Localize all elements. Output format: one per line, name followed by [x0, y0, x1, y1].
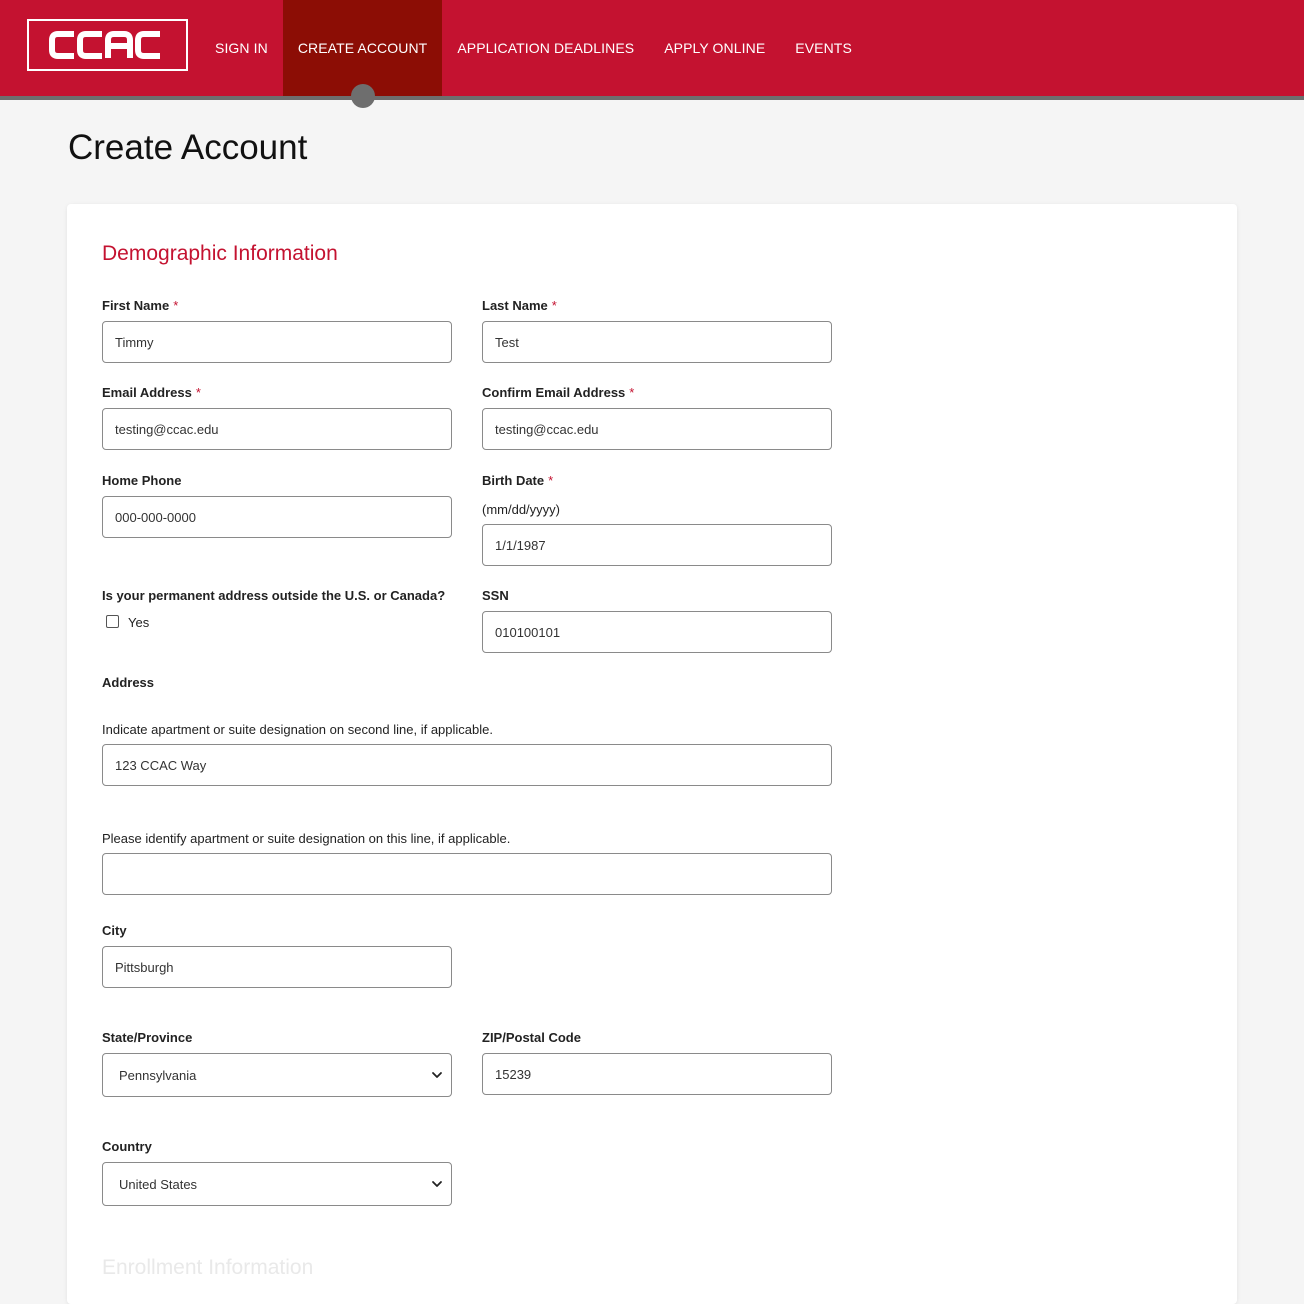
ccac-logo[interactable]: [27, 19, 188, 71]
nav-sign-in[interactable]: [200, 0, 283, 96]
outside-us-checkbox[interactable]: [106, 615, 119, 628]
required-asterisk: *: [173, 298, 179, 313]
first-name-input[interactable]: [102, 321, 452, 363]
outside-us-label: [102, 588, 445, 603]
zip-label: [482, 1030, 581, 1045]
nav-sign-in-label: SIGN IN: [215, 40, 268, 56]
required-asterisk: *: [629, 385, 635, 400]
email-label-text: Email Address: [102, 385, 192, 400]
country-selected-value: United States: [119, 1176, 198, 1192]
top-navigation-bar: [0, 0, 1304, 100]
confirm-email-input[interactable]: [482, 408, 832, 450]
country-label-text: Country: [102, 1139, 152, 1154]
page-title: Create Account: [68, 128, 308, 167]
ssn-input[interactable]: [482, 611, 832, 653]
city-label: [102, 923, 127, 938]
confirm-email-label-text: Confirm Email Address: [482, 385, 626, 400]
state-label-text: State/Province: [102, 1030, 193, 1045]
last-name-label: [482, 298, 557, 313]
first-name-label: [102, 298, 178, 313]
ssn-label: [482, 588, 509, 603]
country-label: [102, 1139, 152, 1154]
city-label-text: City: [102, 923, 127, 938]
email-input[interactable]: [102, 408, 452, 450]
address-line2-hint: Please identify apartment or suite designation on this line, if applicable.: [102, 831, 511, 846]
required-asterisk: *: [195, 385, 201, 400]
required-asterisk: *: [548, 473, 554, 488]
state-label: [102, 1030, 192, 1045]
address-label-text: Address: [102, 675, 155, 690]
confirm-email-label: [482, 385, 634, 400]
birth-date-label-text: Birth Date: [482, 473, 545, 488]
nav-application-deadlines[interactable]: [442, 0, 649, 96]
home-phone-label: [102, 473, 181, 488]
zip-input[interactable]: [482, 1053, 832, 1095]
nav-events-label: EVENTS: [795, 40, 852, 56]
birth-date-input[interactable]: [482, 524, 832, 566]
nav-apply-online[interactable]: [649, 0, 780, 96]
section-title-demographic: Demographic Information: [102, 242, 338, 265]
main-nav: [200, 0, 867, 96]
nav-events[interactable]: [780, 0, 867, 96]
last-name-input[interactable]: [482, 321, 832, 363]
address-line1-hint: Indicate apartment or suite designation on second line, if applicable.: [102, 722, 493, 737]
home-phone-input[interactable]: [102, 496, 452, 538]
nav-apply-online-label: APPLY ONLINE: [664, 40, 766, 56]
form-card: [67, 204, 1237, 1304]
active-indicator-dot: [351, 84, 375, 108]
outside-us-option-label[interactable]: Yes: [128, 615, 150, 630]
nav-application-deadlines-label: APPLICATION DEADLINES: [457, 40, 635, 56]
chevron-down-icon: [431, 1178, 443, 1190]
section-title-enrollment: Enrollment Information: [102, 1256, 314, 1279]
ssn-label-text: SSN: [482, 588, 509, 603]
ccac-logo-mark: [48, 28, 168, 62]
birth-date-format-hint: (mm/dd/yyyy): [482, 502, 560, 517]
address-label: [102, 675, 154, 690]
outside-us-label-text: Is your permanent address outside the U.S. or Canada?: [102, 588, 446, 603]
state-selected-value: Pennsylvania: [119, 1067, 197, 1083]
required-asterisk: *: [551, 298, 557, 313]
last-name-label-text: Last Name: [482, 298, 548, 313]
first-name-label-text: First Name: [102, 298, 170, 313]
country-select[interactable]: [102, 1162, 452, 1206]
chevron-down-icon: [431, 1069, 443, 1081]
nav-create-account-label: CREATE ACCOUNT: [297, 40, 428, 56]
nav-create-account[interactable]: [283, 0, 443, 96]
birth-date-label: [482, 473, 553, 488]
state-select[interactable]: [102, 1053, 452, 1097]
address-line1-input[interactable]: [102, 744, 832, 786]
address-line2-input[interactable]: [102, 853, 832, 895]
zip-label-text: ZIP/Postal Code: [482, 1030, 581, 1045]
home-phone-label-text: Home Phone: [102, 473, 182, 488]
city-input[interactable]: [102, 946, 452, 988]
email-label: [102, 385, 201, 400]
